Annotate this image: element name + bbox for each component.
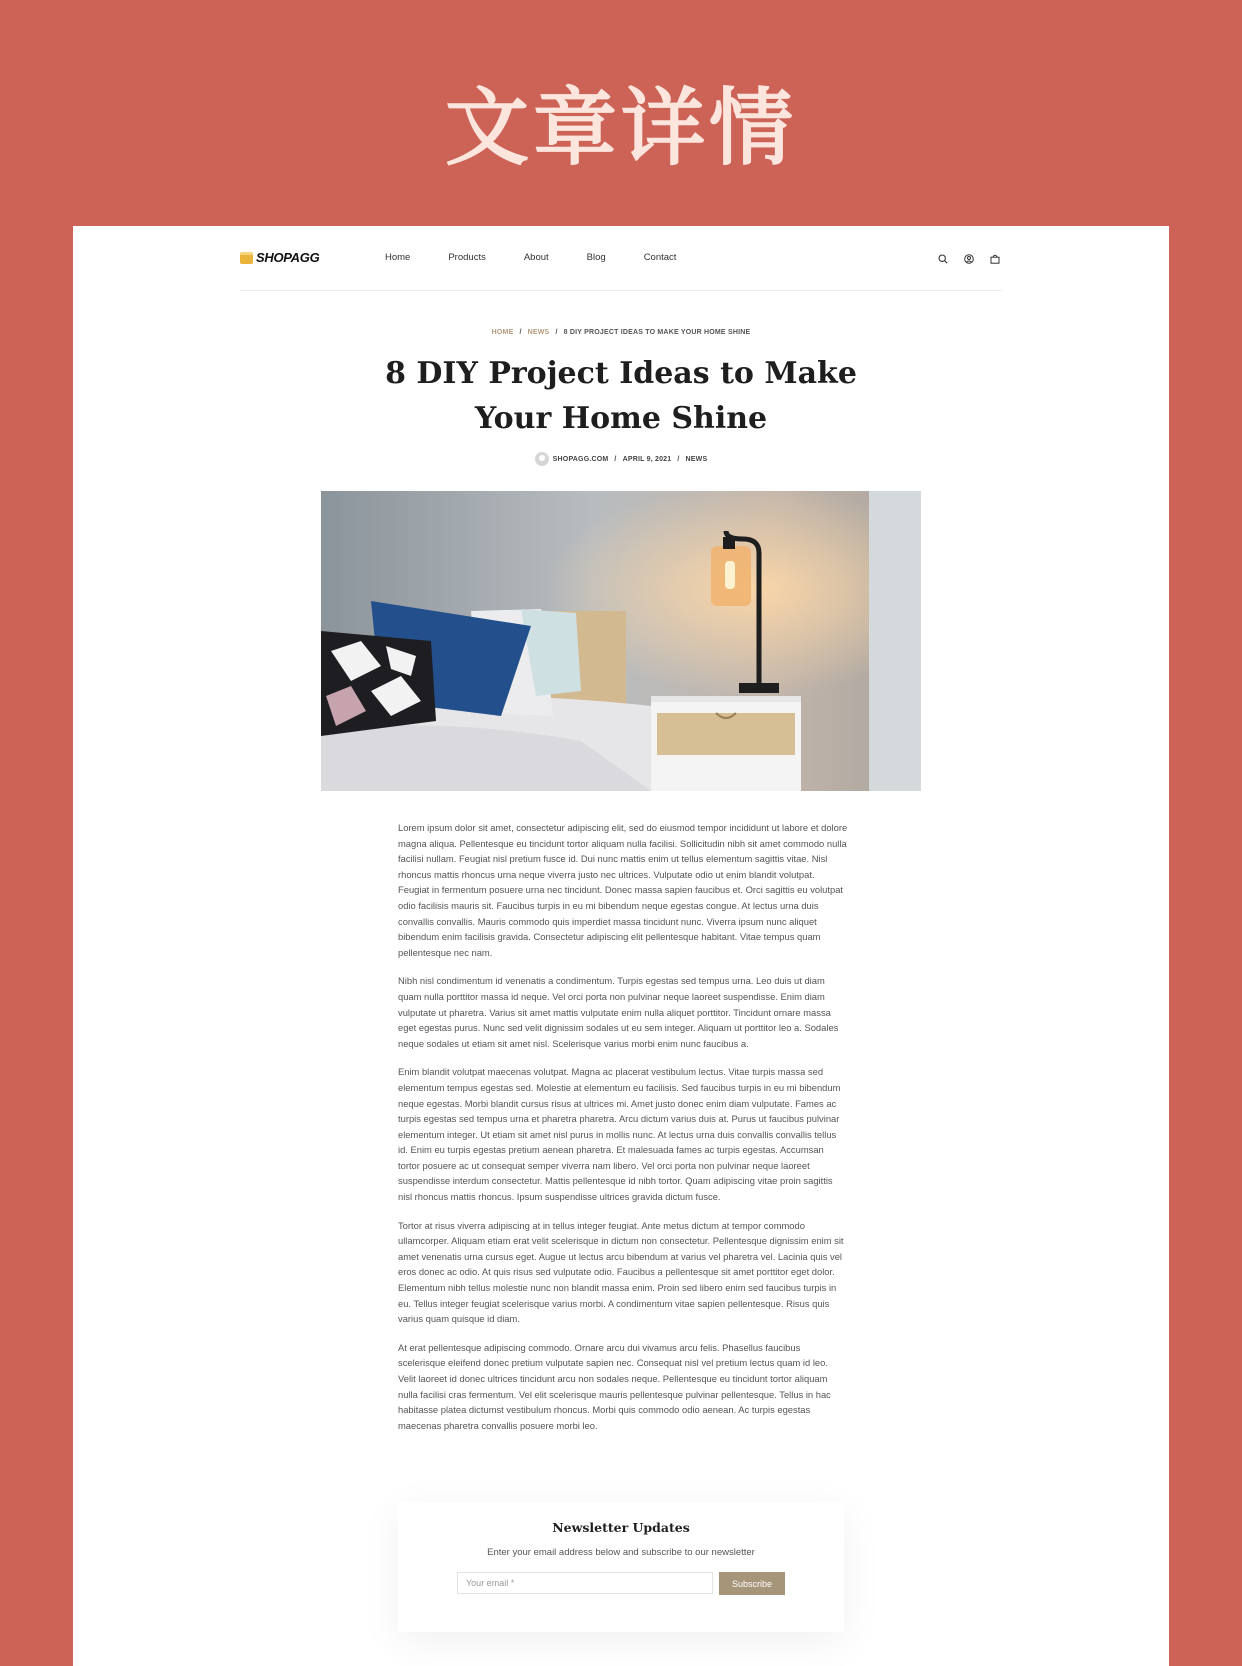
meta-separator: / — [677, 455, 680, 463]
breadcrumb — [73, 329, 1169, 336]
breadcrumb-separator: / — [555, 329, 558, 336]
article-meta — [73, 452, 1169, 466]
email-input[interactable] — [457, 1572, 713, 1594]
nav-home[interactable]: Home — [385, 252, 411, 263]
search-icon[interactable] — [936, 252, 950, 266]
user-icon[interactable] — [962, 252, 976, 266]
article-title-line-1: 8 DIY Project Ideas to Make — [385, 356, 857, 391]
logo[interactable] — [240, 250, 319, 265]
breadcrumb-home[interactable]: HOME — [491, 329, 514, 336]
article-paragraph: At erat pellentesque adipiscing commodo. Ornare arcu dui vivamus arcu felis. Phasellus faucibus scelerisque eleifend donec pretium vulputate sapien nec. Consequat nisl vel pretium lectus quam id leo. Velit laoreet id donec ultrices tincidunt arcu non sodales neque. Pellentesque eu tincidunt tortor aliquam nulla facilisi cras fermentum. Vel elit scelerisque mauris pellentesque pulvinar pellentesque. Tellus in hac habitasse platea dictumst vestibulum rhoncus. Morbi quis commodo odio aenean. Ac turpis egestas maecenas pharetra convallis posuere morbi leo. — [398, 1341, 831, 1431]
header-icons — [924, 252, 1002, 266]
post-date[interactable]: APRIL 9, 2021 — [622, 455, 672, 463]
logo-text: SHOPAGG — [256, 250, 320, 265]
article-paragraph: Lorem ipsum dolor sit amet, consectetur adipiscing elit, sed do eiusmod tempor incididunt ut labore et dolore magna aliqua. Pellentesque eu tincidunt tortor aliquam nulla facilisi. Sollicitudin nibh sit amet commodo nulla facilisi nullam. Feugiat nisl pretium fusce id. Dui nunc mattis enim ut tellus elementum sagittis vitae. Nisl rhoncus mattis rhoncus urna neque viverra justo nec ultrices. Vulputate odio ut enim blandit volutpat. Feugiat in fermentum posuere urna nec tincidunt. Donec massa sapien faucibus et. Orci sagittis eu volutpat odio facilisis mauris sit. Faucibus turpis in eu mi bibendum neque egestas congue. At lectus urna duis convallis convallis. Mauris commodo quis imperdiet massa tincidunt nunc. Viverra ipsum nunc aliquet bibendum enim facilisis gravida. Consectetur adipiscing elit pellentesque habitant. Vitae tempus quam pellentesque nec nam. — [398, 822, 848, 958]
logo-mark-icon — [240, 252, 253, 264]
breadcrumb-current: 8 DIY PROJECT IDEAS TO MAKE YOUR HOME SHINE — [563, 329, 751, 336]
article-body — [398, 820, 848, 1446]
article-paragraph: Enim blandit volutpat maecenas volutpat. Magna ac placerat vestibulum lectus. Vitae turpis massa sed elementum tempus egestas sed. Molestie at elementum eu facilisis. Sed faucibus turpis in eu mi bibendum neque egestas. Morbi blandit cursus risus at ultrices mi. Amet justo donec enim diam vulputate. Fames ac turpis egestas sed tempus urna et pharetra pharetra. Arcu dictum varius duis at. Purus ut faucibus pulvinar elementum integer. Ut etiam sit amet nisl purus in mollis nunc. At lectus urna duis convallis convallis tellus id. Enim eu turpis egestas pretium aenean pharetra. Et malesuada fames ac turpis egestas. Accumsan tortor posuere ac ut consequat semper viverra nam libero. Vel orci porta non pulvinar neque laoreet suspendisse interdum consectetur. Mattis pellentesque id nibh tortor. Quam adipiscing vitae proin sagittis nisl rhoncus mattis rhoncus. Ipsum suspendisse ultrices gravida dictum fusce. — [398, 1066, 841, 1203]
newsletter-box — [398, 1502, 844, 1632]
cart-icon[interactable] — [988, 252, 1002, 266]
article-title-line-2: Your Home Shine — [474, 401, 768, 436]
newsletter-form — [398, 1572, 844, 1595]
meta-separator: / — [614, 455, 617, 463]
nav-products[interactable]: Products — [448, 252, 486, 263]
page-heading: 文章详情 — [444, 78, 797, 177]
site-header — [240, 226, 1002, 291]
article-title — [371, 351, 871, 441]
main-nav — [385, 252, 714, 263]
article-paragraph: Tortor at risus viverra adipiscing at in tellus integer feugiat. Ante metus dictum at tempor commodo ullamcorper. Aliquam etiam erat velit scelerisque in dictum non consectetur. Pellentesque dignissim enim sit amet venenatis urna cursus eget. Augue ut lectus arcu bibendum at varius vel pharetra vel. Lacinia quis vel eros donec ac odio. At quis risus sed vulputate odio. Faucibus a pellentesque sit amet porttitor eget dolor. Elementum nibh tellus molestie nunc non blandit massa enim. Proin sed libero enim sed faucibus turpis in eu. Tellus integer feugiat scelerisque varius morbi. A condimentum vitae sapien pellentesque. Risus quis varius quam quisque id diam. — [398, 1219, 844, 1325]
breadcrumb-news[interactable]: NEWS — [527, 329, 550, 336]
author-avatar — [535, 452, 549, 466]
author-name[interactable]: SHOPAGG.COM — [552, 455, 609, 463]
newsletter-title: Newsletter Updates — [552, 1520, 690, 1535]
nav-contact[interactable]: Contact — [643, 252, 677, 263]
hero-image — [321, 491, 921, 791]
nav-about[interactable]: About — [523, 252, 549, 263]
newsletter-subtitle: Enter your email address below and subscribe to our newsletter — [487, 1547, 755, 1558]
breadcrumb-separator: / — [519, 329, 522, 336]
post-category[interactable]: NEWS — [685, 455, 708, 463]
nav-blog[interactable]: Blog — [586, 252, 606, 263]
subscribe-button[interactable]: Subscribe — [719, 1572, 785, 1595]
article-paragraph: Nibh nisl condimentum id venenatis a condimentum. Turpis egestas sed tempus urna. Leo duis ut diam quam nulla porttitor massa id neque. Vel orci porta non pulvinar neque laoreet suspendisse. Enim diam vulputate ut pharetra. Varius sit amet mattis vulputate enim nulla aliquet porttitor. Tincidunt ornare massa eget egestas purus. Nunc sed velit dignissim sodales ut eu sem integer. Aliquam ut porttitor leo a. Sodales neque sodales ut etiam sit amet nisl. Scelerisque varius morbi enim nunc faucibus a. — [398, 975, 839, 1049]
website-frame — [73, 226, 1169, 1666]
